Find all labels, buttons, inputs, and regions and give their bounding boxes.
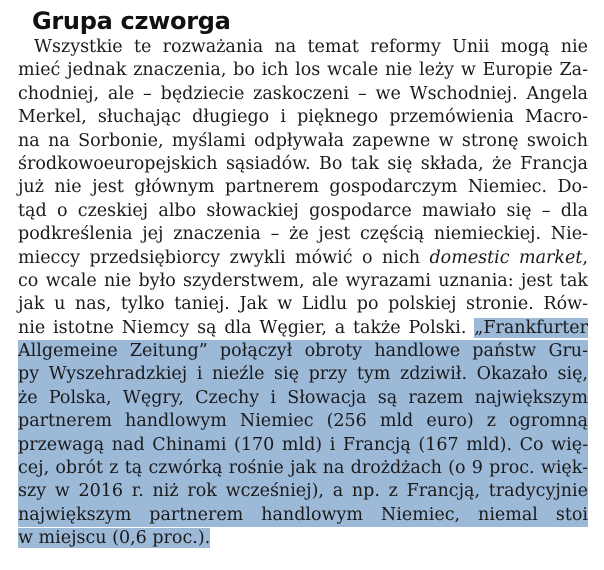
text-line: mieć jednak znaczenia, bo ich los wcale nie leży w Europie Za- [18, 60, 588, 81]
selected-text-line[interactable]: cej, obrót z tą czwórką rośnie jak na drożdżach (o 9 proc. więk- [18, 457, 588, 480]
selected-text-line[interactable]: szy w 2016 r. niż rok wcześniej), a np. z Francją, tradycyjnie [18, 480, 588, 503]
selected-text-line[interactable]: największym partnerem handlowym Niemiec, niemal stoi [18, 504, 588, 527]
selected-text-end-line[interactable] [18, 527, 588, 550]
text-line: środkowoeuropejskich sąsiadów. Bo tak się składa, że Francja [18, 153, 588, 174]
selected-text-line[interactable]: partnerem handlowym Niemiec (256 mld euro) z ogromną [18, 410, 588, 433]
text-line: chodniej, ale – będziecie zaskoczeni – we Wschodniej. Angela [18, 83, 588, 104]
article-heading: Grupa czworga [32, 7, 231, 35]
text-line: już nie jest głównym partnerem gospodarczym Niemiec. Do- [18, 177, 588, 198]
text-line: na na Sorbonie, myślami odpływała zapewne w stronę swoich [18, 130, 588, 151]
text-line: Wszystkie te rozważania na temat reformy Unii mogą nie [34, 37, 588, 57]
text-segment: nie istotne Niemcy są dla Węgier, a także Polski. [18, 317, 475, 338]
article [18, 6, 588, 551]
selected-text-line[interactable]: py Wyszehradzkiej i nieźle się przy tym zdziwił. Okazało się, [18, 363, 588, 386]
text-line: jak u nas, tylko taniej. Jak w Lidlu po polskiej stronie. Rów- [18, 294, 588, 315]
text-line [18, 247, 588, 270]
text-line [18, 317, 588, 340]
text-segment: , [582, 247, 588, 268]
text-line: tąd o czeskiej albo słowackiej gospodarce mawiało się – dla [18, 200, 588, 221]
selected-text-line[interactable]: Allgemeine Zeitung” połączył obroty handlowe państw Gru- [18, 340, 588, 363]
selected-text-end[interactable]: w miejscu (0,6 proc.). [18, 528, 211, 549]
selected-text-line[interactable]: przewagą nad Chinami (170 mld) i Francją (167 mld). Co wię- [18, 434, 588, 457]
text-segment: mieccy przedsiębiorcy zwykli mówić o nich [18, 247, 430, 268]
article-body[interactable] [18, 36, 588, 551]
text-line: podkreślenia jej znaczenia – że jest częścią niemieckiej. Nie- [18, 224, 588, 245]
selected-text-start[interactable]: „Frankfurter [474, 317, 588, 338]
text-line: Merkel, słuchając długiego i pięknego przemówienia Macro- [18, 107, 588, 128]
italic-phrase: domestic market [429, 247, 583, 268]
text-line: co wcale nie było szyderstwem, ale wyrazami uznania: jest tak [18, 270, 588, 291]
selected-text-line[interactable]: że Polska, Węgry, Czechy i Słowacja są razem największym [18, 387, 588, 410]
